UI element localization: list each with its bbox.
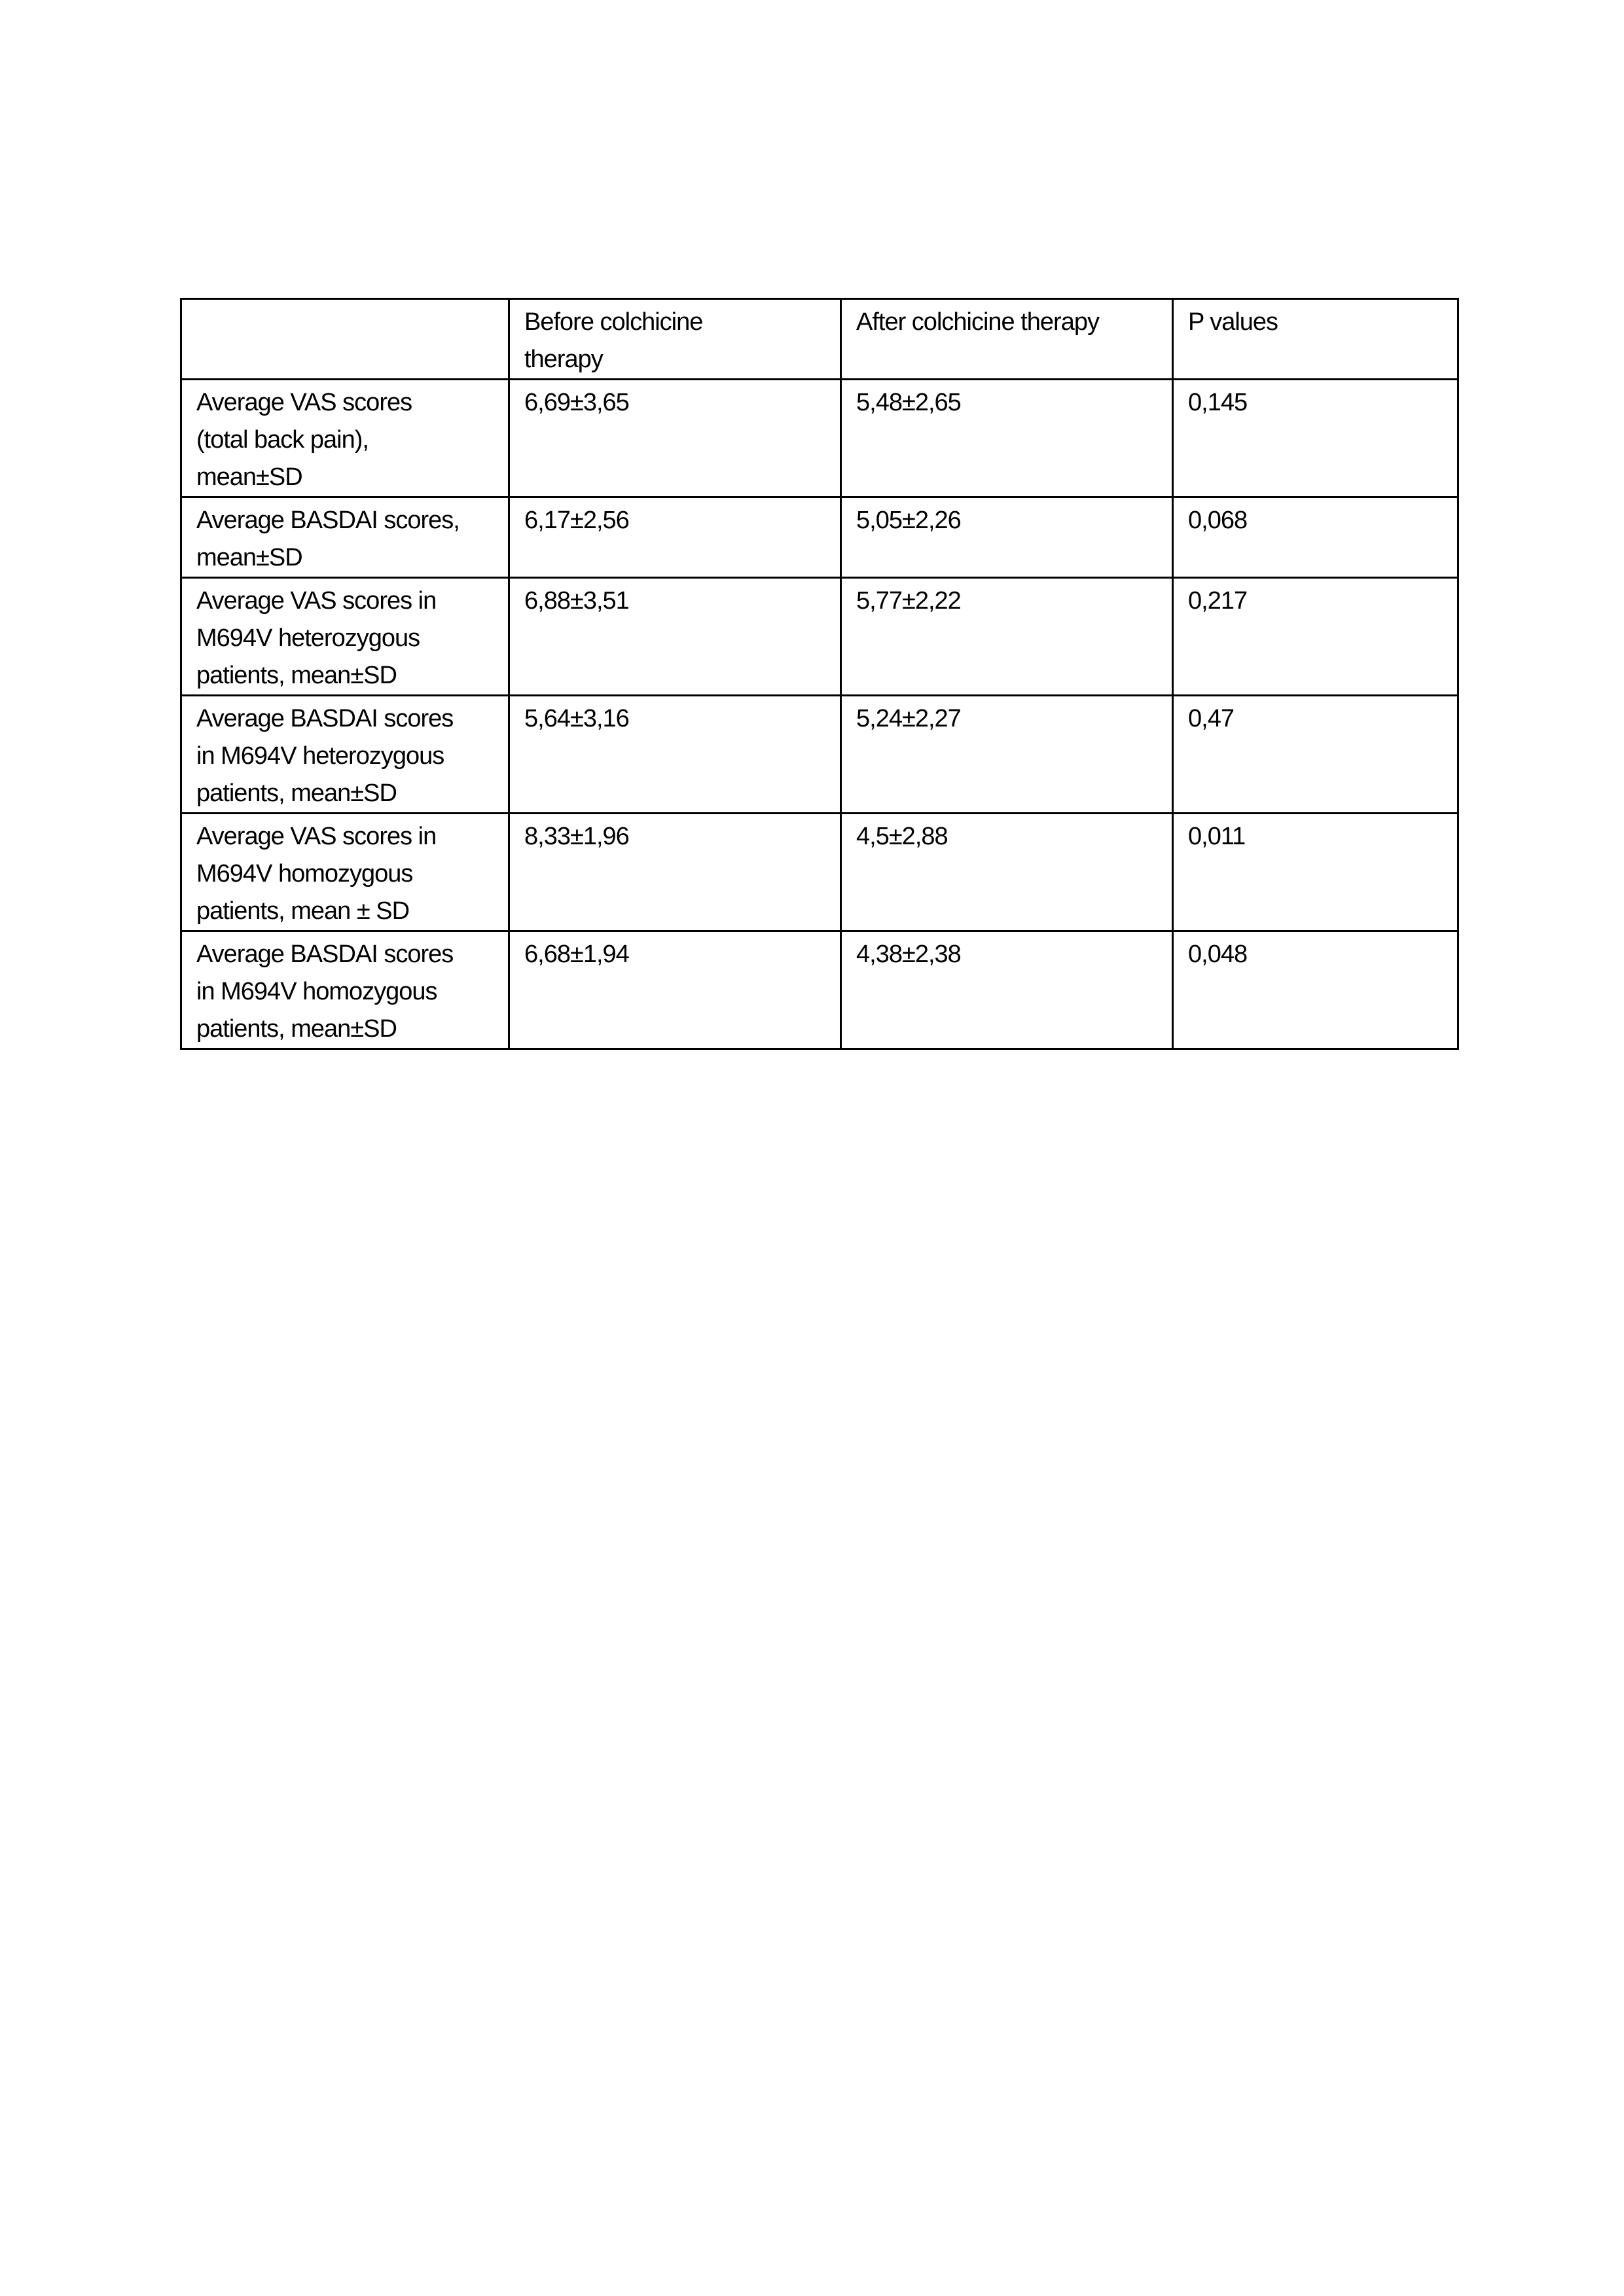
row-label xyxy=(181,696,509,814)
row-label-line: patients, mean ± SD xyxy=(196,897,410,925)
header-p xyxy=(1173,299,1458,380)
cell-p: 0,011 xyxy=(1173,814,1458,931)
row-label xyxy=(181,931,509,1049)
cell-p: 0,47 xyxy=(1173,696,1458,814)
cell-p: 0,145 xyxy=(1173,380,1458,497)
row-label-line: M694V heterozygous xyxy=(196,624,420,652)
cell-after: 5,77±2,22 xyxy=(841,578,1173,696)
row-label xyxy=(181,380,509,497)
cell-p: 0,048 xyxy=(1173,931,1458,1049)
cell-after: 5,24±2,27 xyxy=(841,696,1173,814)
row-label-line: Average VAS scores in xyxy=(196,587,437,615)
row-label-line: Average VAS scores in xyxy=(196,823,437,850)
row-label-line: Average VAS scores xyxy=(196,389,412,416)
row-label xyxy=(181,578,509,696)
table-row xyxy=(181,696,1458,814)
cell-after: 4,5±2,88 xyxy=(841,814,1173,931)
cell-before: 5,64±3,16 xyxy=(509,696,841,814)
row-label-line: patients, mean±SD xyxy=(196,662,397,689)
row-label-line: mean±SD xyxy=(196,463,302,491)
row-label-line: in M694V homozygous xyxy=(196,978,437,1005)
row-label-line: Average BASDAI scores xyxy=(196,705,454,732)
row-label-line: patients, mean±SD xyxy=(196,1015,397,1043)
row-label-line: patients, mean±SD xyxy=(196,780,397,807)
header-row xyxy=(181,299,1458,380)
header-line: Before colchicine xyxy=(524,308,703,336)
cell-after: 5,05±2,26 xyxy=(841,497,1173,578)
table-row xyxy=(181,497,1458,578)
row-label xyxy=(181,497,509,578)
header-before xyxy=(509,299,841,380)
header-line: P values xyxy=(1188,308,1278,336)
cell-before: 6,69±3,65 xyxy=(509,380,841,497)
row-label-line: in M694V heterozygous xyxy=(196,742,444,770)
cell-before: 6,88±3,51 xyxy=(509,578,841,696)
row-label-line: mean±SD xyxy=(196,544,302,571)
cell-p: 0,068 xyxy=(1173,497,1458,578)
header-after xyxy=(841,299,1173,380)
row-label-line: Average BASDAI scores, xyxy=(196,507,460,534)
cell-before: 6,17±2,56 xyxy=(509,497,841,578)
header-line: After colchicine therapy xyxy=(856,308,1099,336)
header-line: therapy xyxy=(524,346,603,373)
table-row xyxy=(181,931,1458,1049)
cell-before: 8,33±1,96 xyxy=(509,814,841,931)
results-table xyxy=(180,298,1459,1050)
row-label-line: Average BASDAI scores xyxy=(196,941,454,968)
row-label-line: M694V homozygous xyxy=(196,860,413,888)
table-row xyxy=(181,578,1458,696)
row-label-line: (total back pain), xyxy=(196,426,369,454)
cell-p: 0,217 xyxy=(1173,578,1458,696)
cell-before: 6,68±1,94 xyxy=(509,931,841,1049)
header-cell-empty xyxy=(181,299,509,380)
row-label xyxy=(181,814,509,931)
cell-after: 4,38±2,38 xyxy=(841,931,1173,1049)
table-row xyxy=(181,380,1458,497)
table-row xyxy=(181,814,1458,931)
cell-after: 5,48±2,65 xyxy=(841,380,1173,497)
